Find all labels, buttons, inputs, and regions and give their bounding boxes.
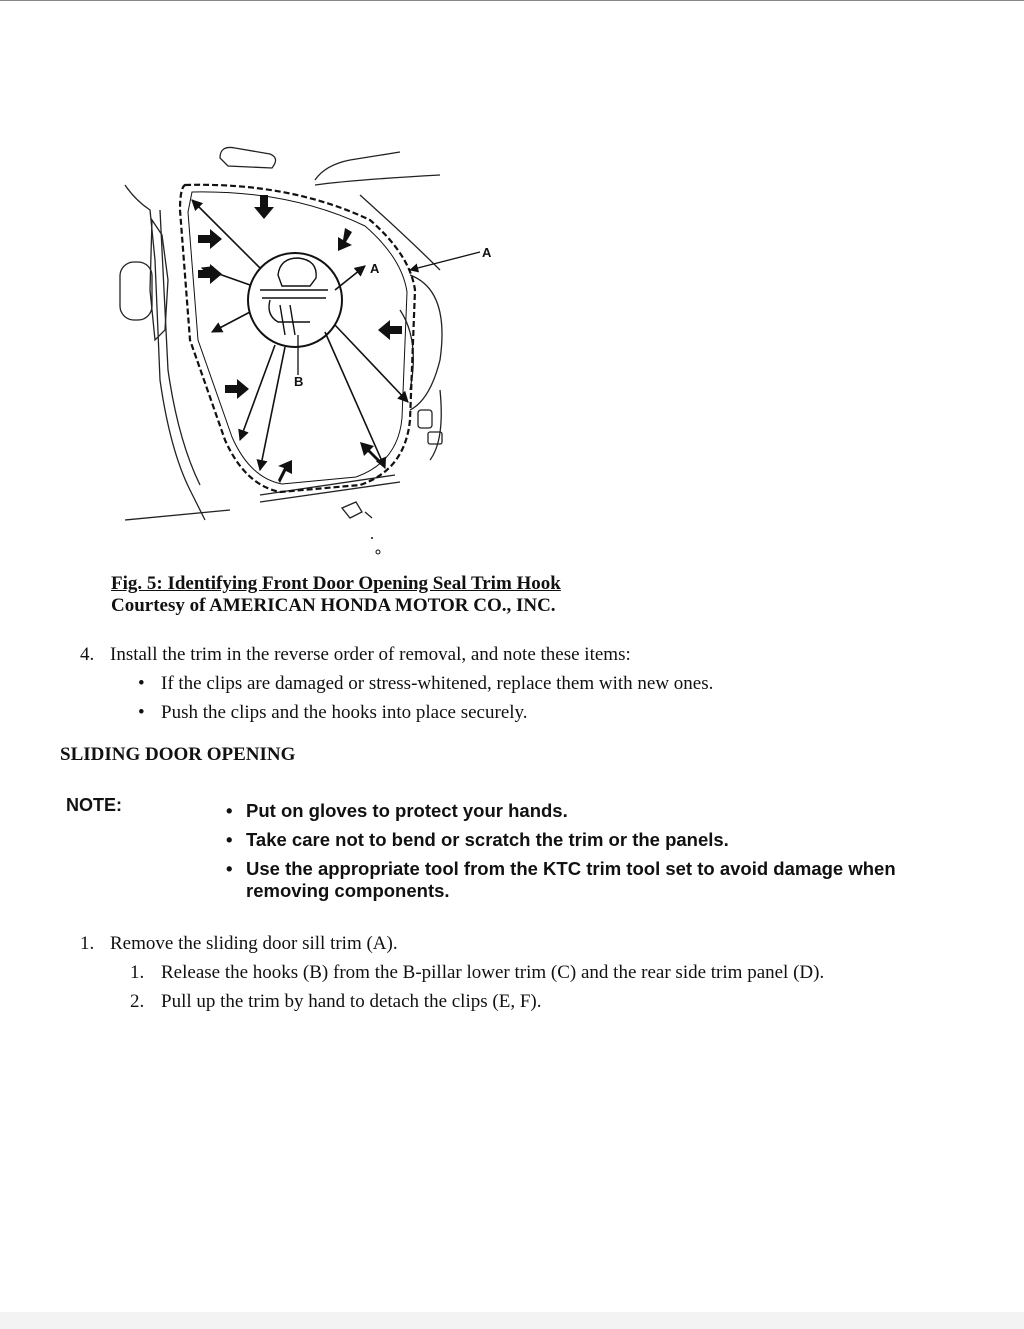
substep-text: Release the hooks (B) from the B-pillar lower trim (C) and the rear side trim panel (D).: [161, 962, 825, 983]
step-text: Install the trim in the reverse order of removal, and note these items:: [110, 644, 631, 665]
callout-a-outer: A: [482, 245, 492, 260]
step-1: [80, 929, 824, 958]
note-label: NOTE:: [66, 795, 122, 815]
substep: [80, 958, 824, 987]
step-1-block: [80, 929, 824, 1016]
step-text: Remove the sliding door sill trim (A).: [110, 933, 398, 954]
substep-number: 1.: [130, 962, 145, 983]
callout-b: B: [294, 374, 304, 389]
substep: [80, 987, 824, 1016]
note-item: [226, 858, 966, 902]
substep-number: 2.: [130, 991, 145, 1012]
door-opening-seal-diagram: [110, 140, 510, 560]
figure-illustration: [110, 140, 510, 560]
note-item-text: Take care not to bend or scratch the trim or the panels.: [246, 829, 729, 850]
list-item-text: If the clips are damaged or stress-whitened, replace them with new ones.: [161, 673, 714, 694]
note-item: [226, 829, 966, 851]
note-item-text: Use the appropriate tool from the KTC trim tool set to avoid damage when removing components.: [246, 858, 896, 901]
step-4: [80, 640, 713, 669]
list-item: [80, 698, 713, 727]
figure-title: Fig. 5: Identifying Front Door Opening Seal Trim Hook: [111, 573, 561, 594]
bullet-icon: •: [138, 673, 145, 694]
bullet-icon: •: [226, 829, 233, 850]
callout-a-inner: A: [370, 261, 380, 276]
substep-text: Pull up the trim by hand to detach the clips (E, F).: [161, 991, 542, 1012]
note-item-text: Put on gloves to protect your hands.: [246, 800, 568, 821]
list-item: [80, 669, 713, 698]
bullet-icon: •: [226, 800, 233, 821]
bullet-icon: •: [226, 858, 233, 879]
note-list: [226, 800, 966, 909]
figure-caption: [111, 573, 561, 617]
top-rule: [0, 0, 1024, 1]
page-bottom-band: [0, 1312, 1024, 1329]
step-number: 1.: [80, 933, 95, 954]
list-item-text: Push the clips and the hooks into place securely.: [161, 702, 528, 723]
figure-credit: Courtesy of AMERICAN HONDA MOTOR CO., INC.: [111, 595, 556, 616]
section-heading: SLIDING DOOR OPENING: [60, 744, 296, 765]
bullet-icon: •: [138, 702, 145, 723]
step-number: 4.: [80, 644, 95, 665]
step-4-block: [80, 640, 713, 727]
note-item: [226, 800, 966, 822]
